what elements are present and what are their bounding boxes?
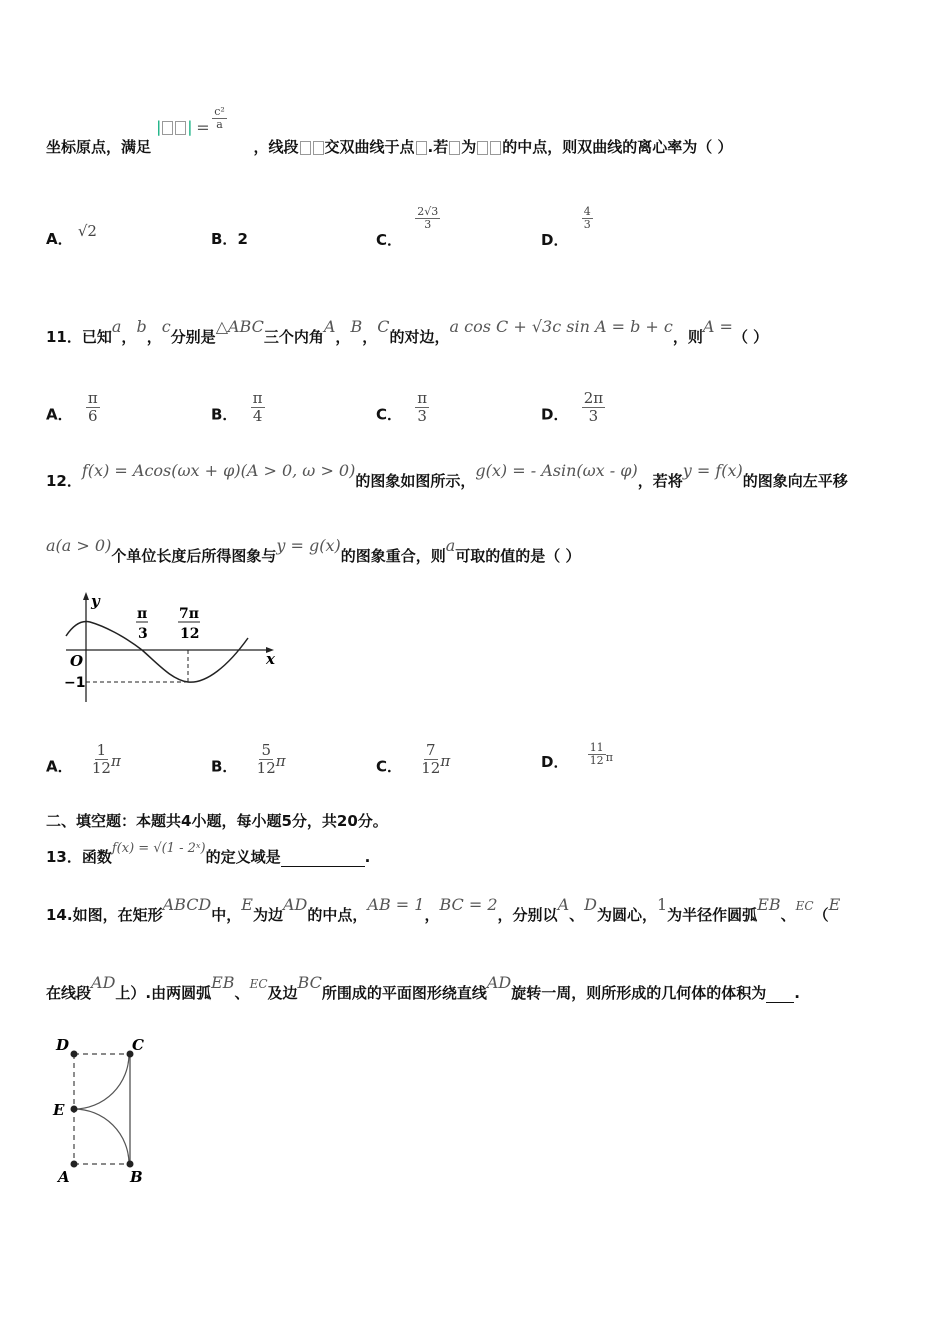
- point-d: [71, 1051, 78, 1058]
- q12-option-b[interactable]: B． $\frac{5}{12}$ π: [211, 741, 286, 777]
- origin-label: O: [70, 652, 84, 670]
- label-e: E: [53, 1101, 65, 1119]
- q10-option-d[interactable]: D． $\frac{4}{3}$: [541, 205, 591, 250]
- arc-eb: [74, 1109, 129, 1164]
- y-label: y: [91, 592, 100, 610]
- label-b: B: [130, 1168, 143, 1186]
- q10-stem: 坐标原点，满足 | | = $\frac{\text{c²}}{a}$ ，线段 交双曲线于点 .若 为 的中点，则双曲线的离心率为（ ）: [46, 105, 733, 156]
- q14-stem-line2: 在线段AD上）.由两圆弧EB、$^{EC}$及边BC所围成的平面图形绕直线AD旋转一周，则所形成的几何体的体积为 .: [46, 973, 800, 1002]
- q11-stem: 11．已知a，b，c分别是△ABC三个内角A，B，C的对边，a cos C + √3c sin A = b + c，则A =（ ）: [46, 317, 769, 346]
- q12-option-c[interactable]: C． $\frac{7}{12}$ π: [376, 741, 451, 777]
- y-axis-arrow: [83, 592, 89, 600]
- point-e: [71, 1106, 78, 1113]
- arc-ec: [74, 1054, 129, 1109]
- q12-option-a[interactable]: A． $\frac{1}{12}$ π: [46, 741, 121, 777]
- tick1-den: 3: [138, 626, 148, 642]
- tick2-den: 12: [180, 626, 200, 642]
- q10-option-b[interactable]: B．2: [211, 230, 248, 248]
- q10-option-a[interactable]: A． √2: [46, 222, 97, 248]
- q14-rectangle-figure: [50, 1032, 160, 1188]
- label-d: D: [56, 1036, 70, 1054]
- q10-condition: | | = $\frac{\text{c²}}{a}$: [156, 105, 225, 137]
- q10-option-c[interactable]: C． $\frac{2√3}{3}$: [376, 205, 439, 250]
- q11-option-b[interactable]: B． $\frac{\pi}{4}$: [211, 389, 263, 425]
- x-label: x: [266, 650, 275, 668]
- q12-cosine-graph: [48, 588, 288, 704]
- label-c: C: [132, 1036, 144, 1054]
- tick2-num: 7π: [179, 606, 199, 622]
- section2-title: 二、填空题：本题共4小题，每小题5分，共20分。: [46, 812, 388, 830]
- point-b: [127, 1161, 134, 1168]
- cosine-curve: [66, 622, 248, 683]
- q12-option-d[interactable]: D． $\frac{11}{12}$ $^\pi$: [541, 741, 613, 772]
- minus-one-label: −1: [64, 675, 86, 691]
- tick1-num: π: [137, 606, 148, 622]
- q12-stem-line2: a(a > 0)个单位长度后所得图象与y = g(x)的图象重合，则a可取的值的是（ ）: [46, 536, 581, 565]
- q12-stem-line1: 12．f(x) = Acos(ωx + φ)(A > 0, ω > 0)的图象如图所示，g(x) = - Asin(ωx - φ)，若将y = f(x)的图象向左平移: [46, 461, 848, 490]
- q14-stem-line1: 14.如图，在矩形ABCD中，E为边AD的中点，AB = 1，BC = 2，分别以A、D为圆心，1为半径作圆弧EB、$^{EC}$（E: [46, 895, 841, 924]
- q11-option-a[interactable]: A． $\frac{\pi}{6}$: [46, 389, 98, 425]
- q14-answer-blank[interactable]: [766, 984, 794, 1003]
- point-a: [71, 1161, 78, 1168]
- q11-option-c[interactable]: C． $\frac{\pi}{3}$: [376, 389, 428, 425]
- label-a: A: [58, 1168, 70, 1186]
- q13-stem: 13．函数f(x) = √(1 - 2ˣ)的定义域是 .: [46, 841, 371, 866]
- q13-answer-blank[interactable]: [281, 848, 365, 867]
- q11-option-d[interactable]: D． $\frac{2\pi}{3}$: [541, 389, 604, 425]
